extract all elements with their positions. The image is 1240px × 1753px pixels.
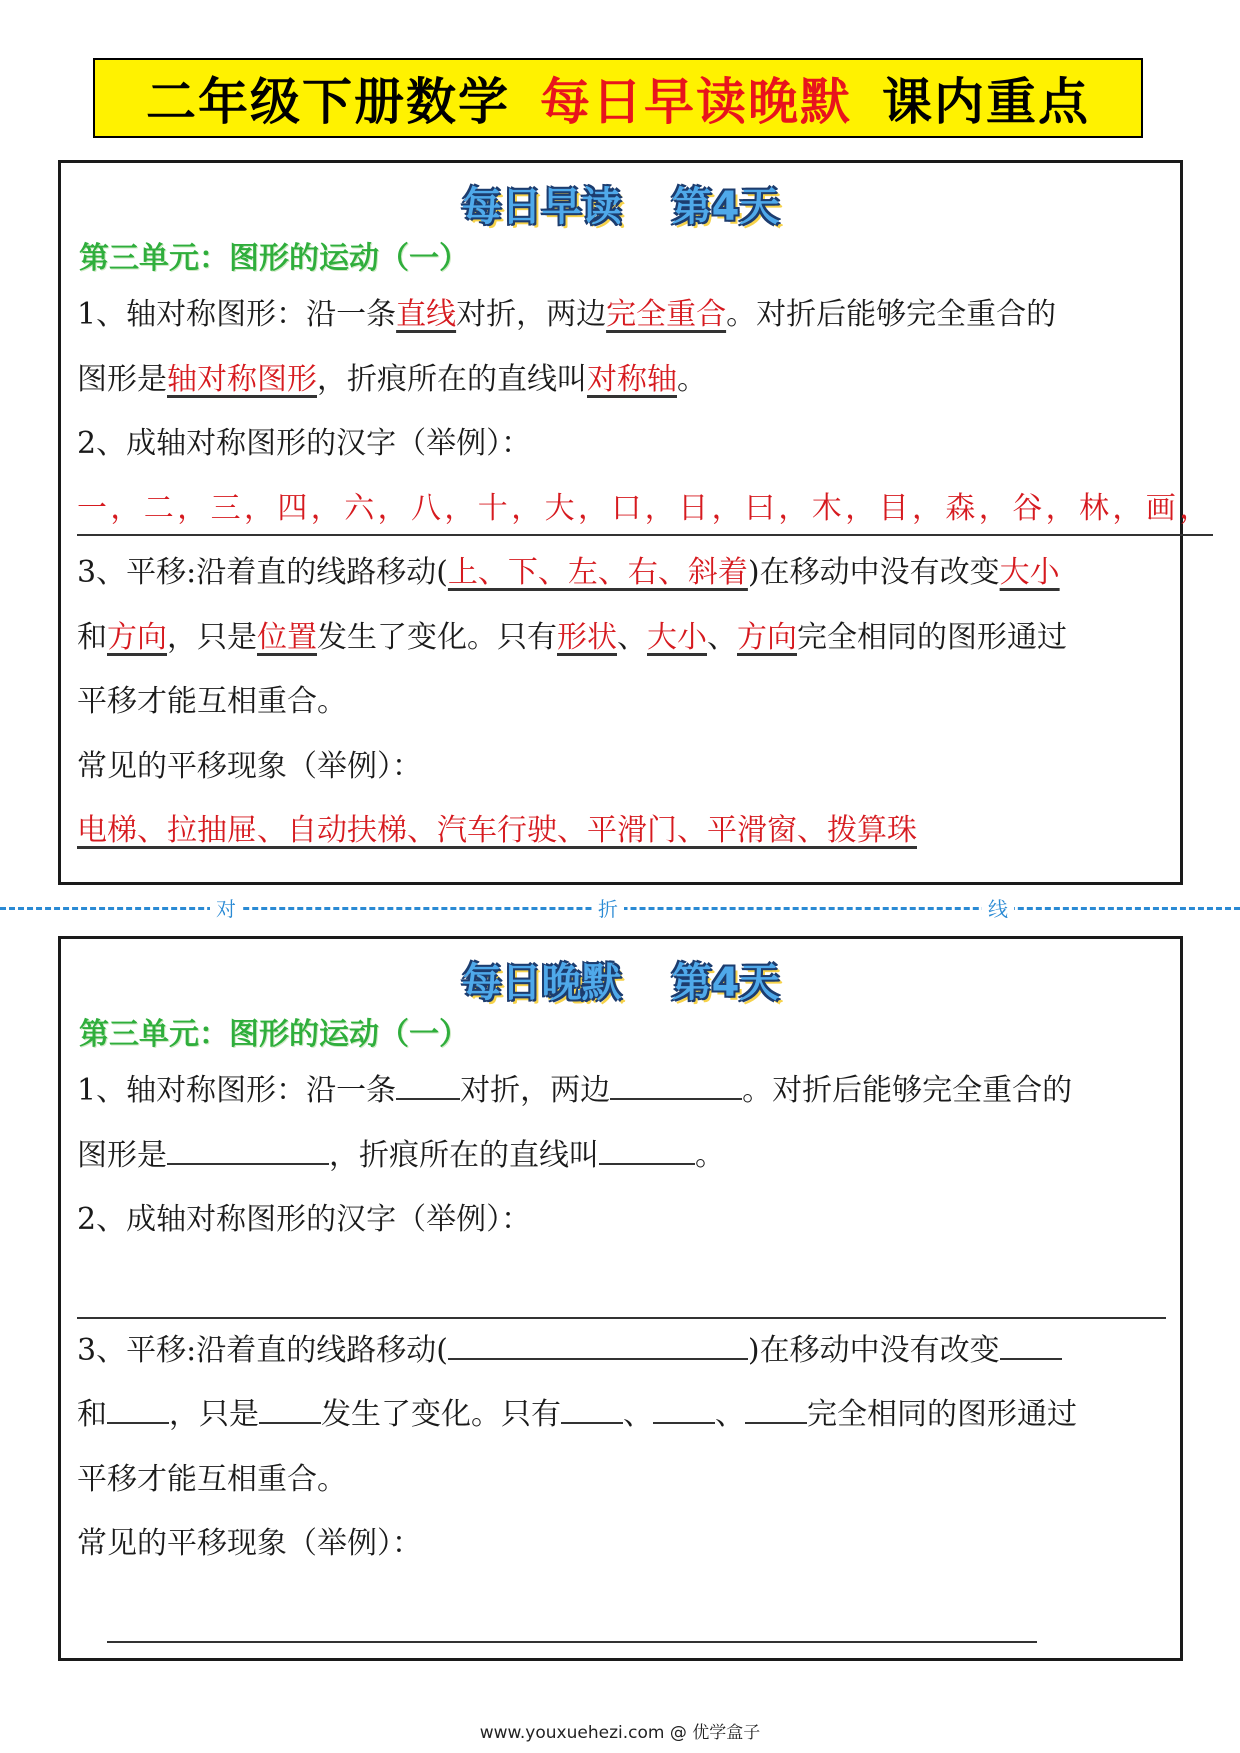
point-2-heading: 2、成轴对称图形的汉字（举例）：	[77, 1202, 532, 1237]
point-1-line-1: 1、轴对称图形：沿一条直线对折，两边完全重合。对折后能够完全重合的	[77, 297, 1057, 332]
answer-straight-line: 直线	[396, 297, 457, 332]
blank-shape[interactable]	[561, 1388, 623, 1424]
title-daily: 每日早读晚默	[540, 73, 852, 131]
panel-header	[61, 951, 1180, 1008]
point-2-examples	[77, 477, 1213, 542]
blank-characters[interactable]	[77, 1253, 1166, 1319]
point-2-heading: 2、成轴对称图形的汉字（举例）：	[77, 426, 532, 461]
unit-title: 第三单元：图形的运动（一）	[79, 1017, 469, 1052]
morning-reading-panel	[58, 160, 1213, 885]
point-3-line-2: 和方向，只是位置发生了变化。只有形状、大小、方向完全相同的图形通过	[77, 619, 1067, 655]
blank-directions[interactable]	[448, 1324, 748, 1360]
answer-directions: 上、下、左、右、斜着	[447, 555, 748, 590]
point-3-line-1: 3、平移:沿着直的线路移动(上、下、左、右、斜着)在移动中没有改变大小	[77, 555, 1060, 590]
unit-title: 第三单元：图形的运动（一）	[79, 241, 469, 276]
answer-axis: 对称轴	[587, 361, 677, 397]
panel-body	[77, 1059, 1166, 1643]
blank-straight-line[interactable]	[396, 1064, 460, 1100]
title-banner	[93, 58, 1143, 138]
blank-axis[interactable]	[599, 1129, 695, 1165]
point-1-line-2: 图形是 ，折痕所在的直线叫 。	[77, 1124, 1166, 1189]
translation-heading: 常见的平移现象（举例）：	[77, 748, 422, 784]
answer-shape: 形状	[557, 619, 617, 655]
title-grade: 二年级下册数学	[146, 73, 510, 131]
panel-body	[77, 283, 1213, 864]
fold-label-3: 线	[982, 893, 1014, 922]
answer-direction: 方向	[107, 619, 167, 655]
title-key-points: 课内重点	[882, 73, 1090, 131]
panel-header	[61, 175, 1180, 232]
point-3-line-3: 平移才能互相重合。	[77, 1461, 347, 1497]
header-day: 第4天	[671, 960, 780, 1006]
answer-axisymmetric: 轴对称图形	[167, 361, 317, 397]
blank-coincide[interactable]	[610, 1064, 742, 1100]
answer-size-2: 大小	[647, 619, 707, 655]
translation-examples	[77, 799, 1166, 864]
blank-axisymmetric[interactable]	[167, 1129, 329, 1165]
answer-characters: 一，二，三，四，六，八，十，大，口，日，曰，木，目，森，谷，林，画，	[77, 484, 1213, 536]
answer-position: 位置	[257, 619, 317, 655]
blank-size[interactable]	[1000, 1324, 1062, 1360]
blank-direction[interactable]	[107, 1388, 169, 1424]
header-day: 第4天	[671, 184, 780, 230]
answer-direction-2: 方向	[737, 619, 797, 655]
header-label: 每日晚默	[461, 960, 622, 1006]
blank-position[interactable]	[259, 1388, 321, 1424]
footer-watermark: www.youxuehezi.com @ 优学盒子	[479, 1723, 761, 1743]
evening-dictation-panel	[58, 936, 1183, 1661]
blank-direction-2[interactable]	[745, 1388, 807, 1424]
point-1-line-1: 1、轴对称图形：沿一条 对折，两边 。对折后能够完全重合的	[77, 1059, 1166, 1124]
fold-label-1: 对	[210, 893, 242, 922]
answer-translation-examples: 电梯、拉抽屉、自动扶梯、汽车行驶、平滑门、平滑窗、拨算珠	[77, 813, 917, 848]
header-label: 每日早读	[461, 184, 622, 230]
fold-label-2: 折	[592, 893, 624, 922]
answer-size: 大小	[999, 555, 1060, 590]
answer-coincide: 完全重合	[606, 297, 727, 332]
point-1-line-2: 图形是轴对称图形，折痕所在的直线叫对称轴。	[77, 361, 707, 397]
point-3-line-1: 3、平移:沿着直的线路移动( )在移动中没有改变	[77, 1319, 1166, 1384]
point-3-line-3: 平移才能互相重合。	[77, 684, 347, 719]
translation-heading: 常见的平移现象（举例）：	[77, 1526, 422, 1561]
blank-translation-examples[interactable]	[107, 1577, 1037, 1643]
blank-size-2[interactable]	[653, 1388, 715, 1424]
point-3-line-2: 和 ，只是 发生了变化。只有 、 、 完全相同的图形通过	[77, 1383, 1166, 1448]
